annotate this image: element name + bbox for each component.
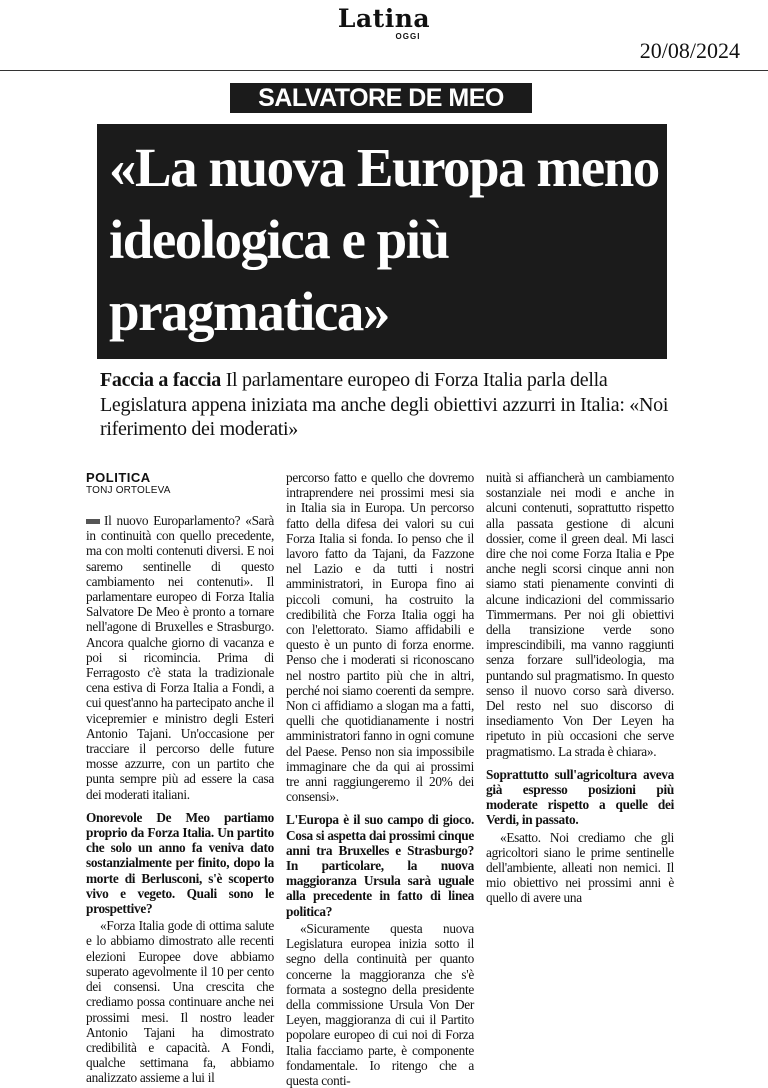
section-label: POLITICA bbox=[86, 470, 151, 485]
body-paragraph bbox=[486, 470, 674, 759]
body-paragraph bbox=[286, 470, 474, 804]
body-paragraph bbox=[286, 921, 474, 1088]
author-byline: TONJ ORTOLEVA bbox=[86, 485, 171, 496]
summary-text: Il parlamentare europeo di Forza Italia parla della Legislatura appena iniziata ma anche degli obiettivi azzurri in Italia: «Noi riferimento dei moderati» bbox=[100, 369, 669, 440]
paragraph-text: Il nuovo Europarlamento? «Sarà in continuità con quello precedente, ma con molti contenuti diversi. E noi saremo sentinelle di questo cambiamento nei contenuti». Il parlamentare europeo di Forza Italia Salvatore De Meo è pronto a tornare nell'agone di Bruxelles e Strasburgo. Ancora qualche giorno di vacanza e poi si ricomincia. Prima di Ferragosto c'è stata la tradizionale cena estiva di Forza Italia a Fondi, a cui quest'anno ha partecipato anche il vicepremier e ministro degli Esteri Antonio Tajani. Un'occasione per tracciare il percorso delle future mosse azzurre, con un partito che punta sempre più ad essere la casa dei moderati italiani. bbox=[86, 513, 274, 802]
paragraph-text: Onorevole De Meo partiamo proprio da Forza Italia. Un partito che solo un anno fa veniva dato sostanzialmente per finito, dopo la morte di Berlusconi, s'è scoperto vivo e vegeto. Quali sono le prospettive? bbox=[86, 809, 274, 917]
headline-box bbox=[97, 124, 667, 359]
summary-lead: Faccia a faccia bbox=[100, 369, 221, 391]
interview-question bbox=[286, 812, 474, 918]
body-paragraph bbox=[486, 830, 674, 906]
column-body bbox=[86, 513, 274, 1086]
column-body bbox=[486, 470, 674, 906]
body-paragraph bbox=[86, 918, 274, 1085]
logo-subtitle: OGGI bbox=[395, 32, 421, 41]
publication-date: 20/08/2024 bbox=[639, 38, 740, 63]
article-column-3 bbox=[486, 470, 674, 906]
interview-question bbox=[86, 810, 274, 916]
newspaper-logo bbox=[300, 6, 468, 41]
lead-marker-icon bbox=[86, 519, 100, 524]
paragraph-text: L'Europa è il suo campo di gioco. Cosa si aspetta dai prossimi cinque anni tra Bruxelles e Strasburgo? In particolare, la nuova maggioranza Ursula sarà uguale alla precedente in fatto di linea politica? bbox=[286, 812, 474, 919]
paragraph-text: «Esatto. Noi crediamo che gli agricoltori siano le prime sentinelle dell'ambiente, alleati non nemici. Il mio obiettivo nei prossimi anni è quello di avere una bbox=[486, 829, 674, 906]
paragraph-text: Soprattutto sull'agricoltura aveva già espresso posizioni più moderate rispetto a quelle dei Verdi, in passato. bbox=[486, 766, 674, 828]
interview-question bbox=[486, 767, 674, 828]
article-column-1 bbox=[86, 470, 274, 1086]
paragraph-text: nuità si affiancherà un cambiamento sostanziale nei modi e anche in alcuni contenuti, soprattutto rispetto alla passata gestione di alcuni dossier, come il green deal. Mi lasci dire che noi come Forza Italia e Ppe anche negli scorsi cinque anni non siamo stati pienamente convinti di alcune indicazioni del commissario Timmermans. Per noi gli obiettivi della transizione verde sono imprescindibili, ma vanno raggiunti senza forzare sull'ideologia, ma puntando sul pragmatismo. In questo senso il nuovo corso sarà diverso. Del resto nel suo discorso di insediamento Von Der Leyen ha ripetuto in più occasioni che serve pragmatismo. La strada è chiara». bbox=[486, 470, 674, 759]
logo-title: Latina bbox=[337, 4, 431, 33]
body-paragraph bbox=[86, 513, 274, 802]
article-kicker: SALVATORE DE MEO bbox=[230, 83, 532, 113]
article-summary bbox=[100, 368, 680, 442]
paragraph-text: percorso fatto e quello che dovremo intraprendere nei prossimi mesi sia in Italia sia in Europa. Un percorso fatto della difesa dei valori su cui Forza Italia si fonda. Io penso che il lavoro fatto da Tajani, da Fazzone nel Lazio e da tutti i nostri amministratori, in Europa fino ai piccoli comuni, ha costruito la credibilità che Forza Italia oggi ha con l'elettorato. Siamo affidabili e questo è un punto di forza enorme. Penso che i moderati si riconoscano nel nostro partito più che in altri, perché noi siamo coerenti da sempre. Non ci affidiamo a slogan ma a fatti, quelli che quotidianamente i nostri amministratori fanno in ogni comune del Paese. Penso non sia impossibile immaginare che da qui ai prossimi tre anni raggiungeremo il 20% dei consensi». bbox=[286, 470, 474, 805]
article-column-2 bbox=[286, 470, 474, 1088]
masthead-divider bbox=[0, 70, 768, 71]
article-headline: «La nuova Europa meno ideologica e più pragmatica» bbox=[109, 137, 659, 342]
paragraph-text: «Forza Italia gode di ottima salute e lo abbiamo dimostrato alle recenti elezioni Europee dove abbiamo superato agevolmente il 10 per cento dei consensi. Una crescita che crediamo possa continuare anche nei prossimi mesi. Il nostro leader Antonio Tajani ha dimostrato credibilità e capacità. A Fondi, qualche settimana fa, abbiamo analizzato assieme a lui il bbox=[86, 918, 274, 1086]
column-body bbox=[286, 470, 474, 1088]
paragraph-text: «Sicuramente questa nuova Legislatura europea inizia sotto il segno della continuità per quanto concerne la maggioranza che s'è formata a sostegno della presidente della commissione Ursula Von Der Leyen, maggioranza di cui il Partito popolare europeo di cui noi di Forza Italia facciamo parte, è componente fondamentale. Io ritengo che a questa conti- bbox=[286, 920, 474, 1088]
masthead bbox=[0, 0, 768, 70]
